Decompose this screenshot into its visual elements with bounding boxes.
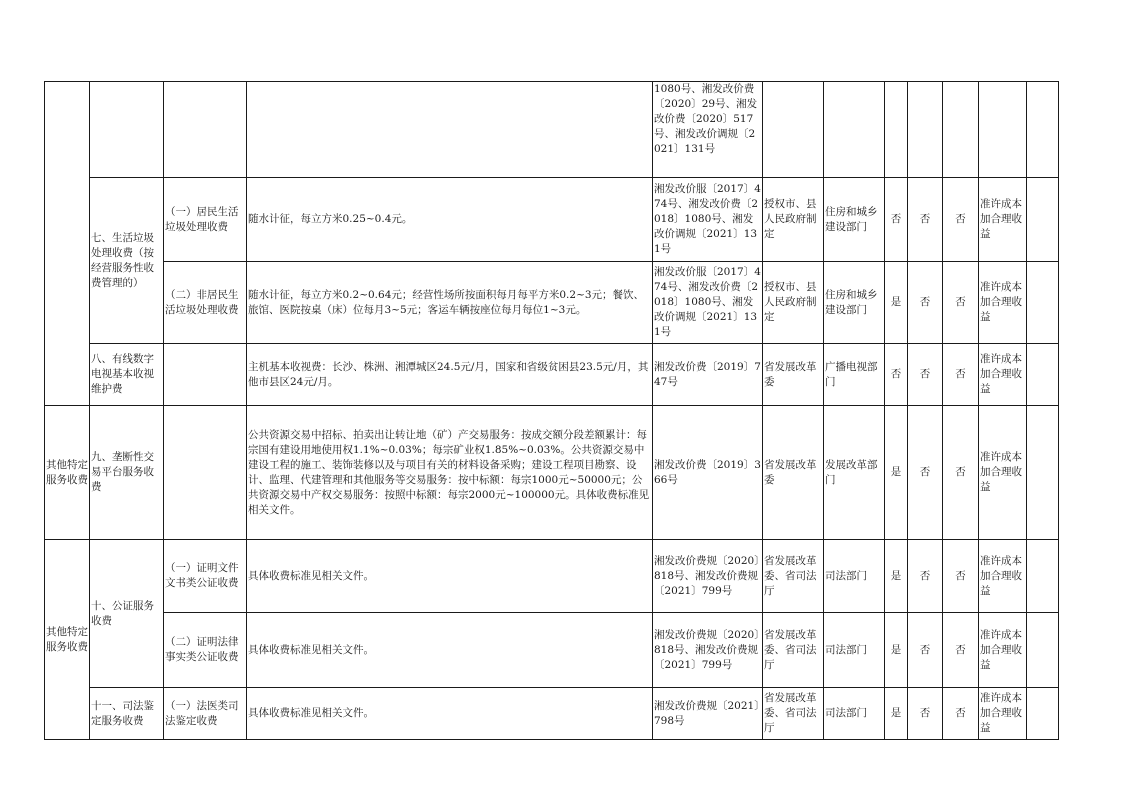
standard-cell bbox=[247, 82, 653, 178]
flag-cell: 否 bbox=[908, 540, 943, 613]
flag-cell bbox=[943, 82, 979, 178]
flag-cell: 否 bbox=[908, 688, 943, 740]
flag-cell: 否 bbox=[943, 688, 979, 740]
authority-cell: 省发展改革委 bbox=[763, 344, 824, 406]
table-row bbox=[45, 344, 1059, 406]
basis-cell: 湘发改价费〔2019〕747号 bbox=[653, 344, 763, 406]
dept-cell: 司法部门 bbox=[824, 540, 885, 613]
table-row bbox=[45, 262, 1059, 344]
fee-table bbox=[44, 81, 1059, 740]
dept-cell bbox=[824, 82, 885, 178]
remark-cell bbox=[1027, 178, 1059, 262]
dept-cell: 住房和城乡建设部门 bbox=[824, 178, 885, 262]
remark-cell bbox=[1027, 613, 1059, 688]
item-cell: 十、公证服务收费 bbox=[90, 540, 164, 688]
standard-cell: 具体收费标准见相关文件。 bbox=[247, 613, 653, 688]
remark-cell bbox=[1027, 82, 1059, 178]
standard-cell: 随水计征，每立方米0.25~0.4元。 bbox=[247, 178, 653, 262]
authority-cell: 省发展改革委、省司法厅 bbox=[763, 540, 824, 613]
nature-cell: 准许成本加合理收益 bbox=[979, 540, 1027, 613]
table-row bbox=[45, 406, 1059, 540]
flag-cell bbox=[885, 82, 908, 178]
authority-cell: 授权市、县人民政府制定 bbox=[763, 262, 824, 344]
table-row bbox=[45, 540, 1059, 613]
basis-cell: 湘发改价费〔2019〕366号 bbox=[653, 406, 763, 540]
nature-cell: 准许成本加合理收益 bbox=[979, 613, 1027, 688]
table-row bbox=[45, 688, 1059, 740]
remark-cell bbox=[1027, 406, 1059, 540]
flag-cell: 否 bbox=[943, 262, 979, 344]
basis-cell: 湘发改价费规〔2021〕798号 bbox=[653, 688, 763, 740]
dept-cell: 司法部门 bbox=[824, 613, 885, 688]
sub-item-cell: （一）居民生活垃圾处理收费 bbox=[164, 178, 247, 262]
remark-cell bbox=[1027, 262, 1059, 344]
standard-cell: 具体收费标准见相关文件。 bbox=[247, 688, 653, 740]
flag-cell: 否 bbox=[908, 262, 943, 344]
basis-cell: 1080号、湘发改价费〔2020〕29号、湘发改价费〔2020〕517号、湘发改价调规〔2021〕131号 bbox=[653, 82, 763, 178]
nature-cell bbox=[979, 82, 1027, 178]
sub-item-cell: （一）证明文件文书类公证收费 bbox=[164, 540, 247, 613]
flag-cell: 否 bbox=[908, 613, 943, 688]
basis-cell: 湘发改价服〔2017〕474号、湘发改价费〔2018〕1080号、湘发改价调规〔2021〕131号 bbox=[653, 178, 763, 262]
remark-cell bbox=[1027, 344, 1059, 406]
standard-cell: 具体收费标准见相关文件。 bbox=[247, 540, 653, 613]
sub-item-cell bbox=[164, 344, 247, 406]
flag-cell: 是 bbox=[885, 406, 908, 540]
flag-cell: 否 bbox=[943, 613, 979, 688]
flag-cell bbox=[908, 82, 943, 178]
flag-cell: 否 bbox=[908, 406, 943, 540]
flag-cell: 否 bbox=[908, 344, 943, 406]
item-cell: 九、垄断性交易平台服务收费 bbox=[90, 406, 164, 540]
flag-cell: 否 bbox=[943, 178, 979, 262]
sub-item-cell bbox=[164, 82, 247, 178]
nature-cell: 准许成本加合理收益 bbox=[979, 344, 1027, 406]
flag-cell: 否 bbox=[943, 344, 979, 406]
basis-cell: 湘发改价费规〔2020〕818号、湘发改价费规〔2021〕799号 bbox=[653, 540, 763, 613]
flag-cell: 是 bbox=[885, 540, 908, 613]
category-cell: 其他特定服务收费 bbox=[45, 406, 90, 540]
nature-cell: 准许成本加合理收益 bbox=[979, 178, 1027, 262]
dept-cell: 发展改革部门 bbox=[824, 406, 885, 540]
authority-cell: 省发展改革委 bbox=[763, 406, 824, 540]
item-cell bbox=[90, 82, 164, 178]
basis-cell: 湘发改价服〔2017〕474号、湘发改价费〔2018〕1080号、湘发改价调规〔2021〕131号 bbox=[653, 262, 763, 344]
authority-cell: 省发展改革委、省司法厅 bbox=[763, 688, 824, 740]
authority-cell: 省发展改革委、省司法厅 bbox=[763, 613, 824, 688]
item-cell: 八、有线数字电视基本收视维护费 bbox=[90, 344, 164, 406]
dept-cell: 住房和城乡建设部门 bbox=[824, 262, 885, 344]
category-cell bbox=[45, 82, 90, 406]
basis-cell: 湘发改价费规〔2020〕818号、湘发改价费规〔2021〕799号 bbox=[653, 613, 763, 688]
nature-cell: 准许成本加合理收益 bbox=[979, 406, 1027, 540]
flag-cell: 是 bbox=[885, 262, 908, 344]
table-row bbox=[45, 613, 1059, 688]
flag-cell: 是 bbox=[885, 688, 908, 740]
dept-cell: 广播电视部门 bbox=[824, 344, 885, 406]
item-cell: 十一、司法鉴定服务收费 bbox=[90, 688, 164, 740]
sub-item-cell: （一）法医类司法鉴定收费 bbox=[164, 688, 247, 740]
sub-item-cell: （二）证明法律事实类公证收费 bbox=[164, 613, 247, 688]
flag-cell: 否 bbox=[943, 540, 979, 613]
standard-cell: 公共资源交易中招标、拍卖出让转让地（矿）产交易服务：按成交额分段差额累计：每宗国有建设用地使用权1.1%~0.03%；每宗矿业权1.85%~0.03%。公共资源交易中建设工程的施工、装饰装修以及与项目有关的材料设备采购；建设工程项目勘察、设计、监理、代建管理和其他服务等交易服务：按中标额：每宗1000元~50000元；公共资源交易中产权交易服务：按照中标额：每宗2000元~100000元。具体收费标准见相关文件。 bbox=[247, 406, 653, 540]
sub-item-cell: （二）非居民生活垃圾处理收费 bbox=[164, 262, 247, 344]
category-cell: 其他特定服务收费 bbox=[45, 540, 90, 740]
standard-cell: 随水计征，每立方米0.2~0.64元；经营性场所按面积每月每平方米0.2~3元；餐饮、旅馆、医院按桌（床）位每月3~5元；客运车辆按座位每月每位1~3元。 bbox=[247, 262, 653, 344]
remark-cell bbox=[1027, 540, 1059, 613]
flag-cell: 是 bbox=[885, 613, 908, 688]
standard-cell: 主机基本收视费：长沙、株洲、湘潭城区24.5元/月，国家和省级贫困县23.5元/月，其他市县区24元/月。 bbox=[247, 344, 653, 406]
authority-cell bbox=[763, 82, 824, 178]
table-row bbox=[45, 82, 1059, 178]
item-cell: 七、生活垃圾处理收费（按经营服务性收费管理的） bbox=[90, 178, 164, 344]
flag-cell: 否 bbox=[943, 406, 979, 540]
sub-item-cell bbox=[164, 406, 247, 540]
flag-cell: 否 bbox=[885, 178, 908, 262]
dept-cell: 司法部门 bbox=[824, 688, 885, 740]
flag-cell: 否 bbox=[885, 344, 908, 406]
table-row bbox=[45, 178, 1059, 262]
nature-cell: 准许成本加合理收益 bbox=[979, 262, 1027, 344]
flag-cell: 否 bbox=[908, 178, 943, 262]
nature-cell: 准许成本加合理收益 bbox=[979, 688, 1027, 740]
remark-cell bbox=[1027, 688, 1059, 740]
authority-cell: 授权市、县人民政府制定 bbox=[763, 178, 824, 262]
